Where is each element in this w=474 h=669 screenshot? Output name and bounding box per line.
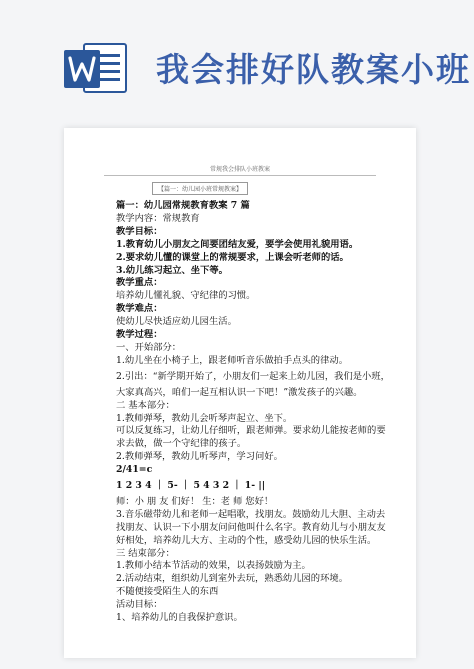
text-line: 2.要求幼儿懂的课堂上的常规要求，上课会听老师的话。: [116, 251, 349, 263]
text-line: 不随便接受陌生人的东西: [116, 586, 219, 598]
text-line: 师：小 朋 友 们好！ 生：老 师 您好！: [116, 495, 274, 507]
text-line: 3.幼儿练习起立、坐下等。: [116, 264, 228, 276]
text-line: 求去做，做一个守纪律的孩子。: [116, 438, 247, 450]
header-divider: [104, 175, 376, 176]
heading-line: 篇一：幼儿园常规教育教案 7 篇: [116, 200, 250, 211]
text-line: 1.教育幼儿小朋友之间要团结友爱，要学会使用礼貌用语。: [116, 238, 359, 250]
text-line: 三 结束部分：: [116, 547, 175, 559]
text-line: 使幼儿尽快适应幼儿园生活。: [116, 316, 237, 328]
word-document-icon: [62, 40, 128, 96]
music-notation-line: 1 2 3 4 ｜ 5- ｜ 5 4 3 2 ｜ 1- ||: [116, 480, 266, 492]
text-line: 找朋友、认识一下小朋友问问他叫什么名字。教育幼儿与小朋友友: [116, 521, 386, 533]
text-line: 一、开始部分：: [116, 341, 182, 353]
text-line: 2.活动结束，组织幼儿到室外去玩，熟悉幼儿园的环境。: [116, 573, 348, 585]
text-line: 大家真高兴，咱们一起互相认识一下吧！”激发孩子的兴趣。: [116, 386, 363, 398]
document-body: [116, 200, 406, 625]
section-tag: 【篇一：幼儿园小班常规教案】: [152, 182, 248, 195]
page-title: 我会排好队教案小班: [156, 50, 471, 89]
text-line: 教学重点：: [116, 277, 163, 289]
text-line: 可以反复练习，让幼儿仔细听，跟老师弹。要求幼儿能按老师的要: [116, 425, 386, 437]
running-header: 常规我会排队小班教案: [209, 166, 270, 173]
text-line: 教学内容：常规教育: [116, 212, 200, 224]
text-line: 培养幼儿懂礼貌、守纪律的习惯。: [116, 290, 256, 302]
text-line: 教学目标：: [116, 225, 163, 237]
text-line: 好相处，培养幼儿大方、主动的个性，感受幼儿园的快乐生活。: [116, 534, 377, 546]
text-line: 教学难点：: [116, 303, 163, 315]
text-line: 1、培养幼儿的自我保护意识。: [116, 612, 243, 624]
text-line: 2.引出：“新学期开始了，小朋友们一起来上幼儿园，我们是小班，: [116, 370, 390, 382]
text-line: 1.幼儿坐在小椅子上，跟老师听音乐做拍手点头的律动。: [116, 354, 348, 366]
document-page: [64, 128, 416, 658]
text-line: 教学过程：: [116, 329, 163, 341]
text-line: 二 基本部分：: [116, 399, 175, 411]
text-line: 1.教师小结本节活动的效果，以表扬鼓励为主。: [116, 560, 311, 572]
text-line: 活动目标：: [116, 599, 163, 611]
text-line: 1.教师弹琴，教幼儿会听琴声起立、坐下。: [116, 412, 293, 424]
text-line: 2/41=c: [116, 464, 153, 476]
text-line: 2.教师弹琴，教幼儿听琴声，学习问好。: [116, 451, 283, 463]
banner: [0, 0, 474, 112]
text-line: 3.音乐磁带幼儿和老师一起唱歌，找朋友。鼓励幼儿大胆、主动去: [116, 508, 386, 520]
